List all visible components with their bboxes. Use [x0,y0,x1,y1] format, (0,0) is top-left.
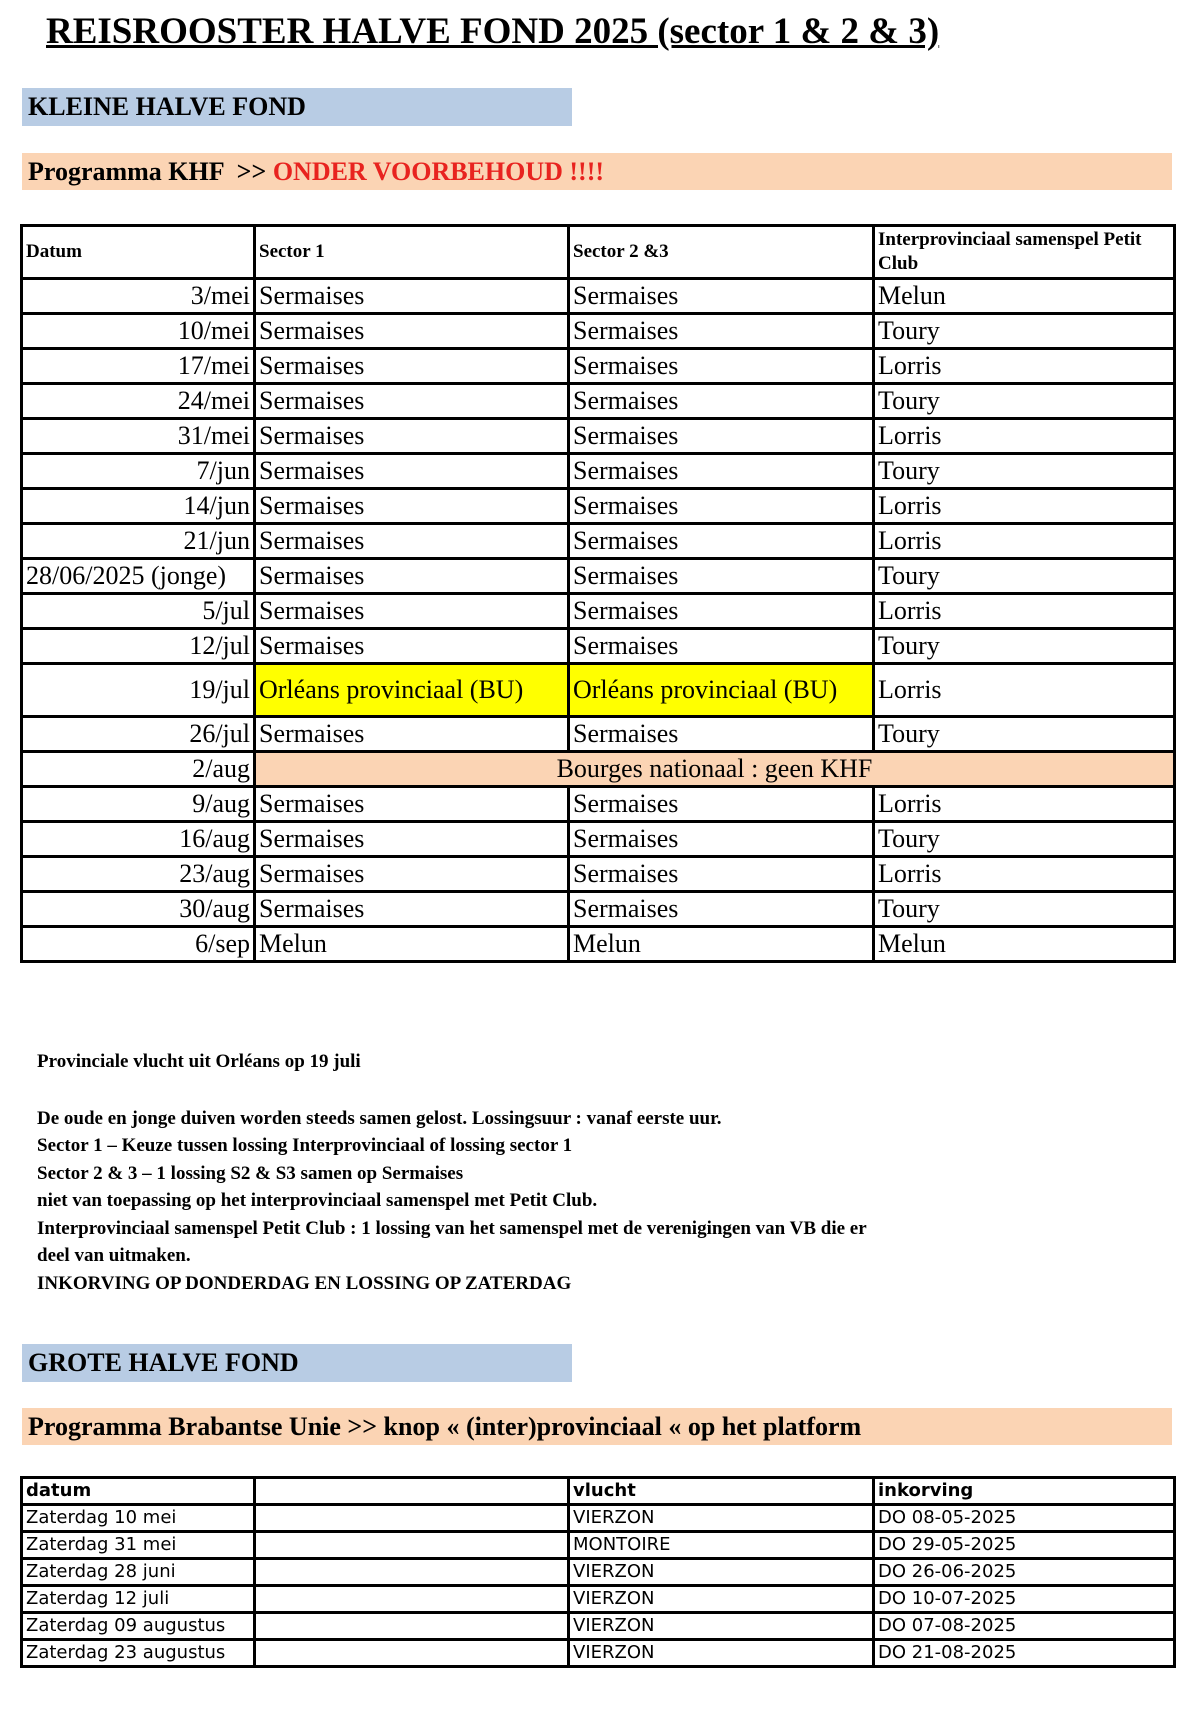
row-date: 14/jun [22,489,255,524]
khf-schedule-table [20,224,1176,963]
table-row [22,1505,1175,1532]
row-sector1: Sermaises [255,559,569,594]
row-sector23: Melun [569,927,874,962]
row-sector23: Sermaises [569,857,874,892]
row-sector1: Sermaises [255,822,569,857]
row-sector23: Sermaises [569,594,874,629]
row-interprov: Lorris [874,349,1175,384]
row-date: 23/aug [22,857,255,892]
row-interprov: Toury [874,629,1175,664]
row-interprov: Toury [874,892,1175,927]
row-date: 2/aug [22,752,255,787]
table-row [22,349,1175,384]
note-line: Sector 1 – Keuze tussen lossing Interprovinciaal of lossing sector 1 [37,1135,573,1156]
note-line: niet van toepassing op het interprovinciaal samenspel met Petit Club. [37,1190,598,1211]
row-sector23: Sermaises [569,717,874,752]
table-row [22,857,1175,892]
row-date: 19/jul [22,664,255,717]
row-sector1: Sermaises [255,524,569,559]
page-title: REISROOSTER HALVE FOND 2025 (sector 1 & 2 & 3) [46,11,940,52]
table-row [22,524,1175,559]
row-interprov: Lorris [874,489,1175,524]
row-interprov: Lorris [874,524,1175,559]
row-date: 3/mei [22,279,255,314]
row-date: 16/aug [22,822,255,857]
row-sector1: Sermaises [255,787,569,822]
table-row [22,489,1175,524]
row-interprov: Lorris [874,594,1175,629]
program-khf [22,153,1172,190]
row-sector1: Sermaises [255,314,569,349]
row-sector1: Sermaises [255,279,569,314]
table-row [22,787,1175,822]
table-row [22,1532,1175,1559]
table-row [22,594,1175,629]
row-sector23: Sermaises [569,314,874,349]
program-ghf: Programma Brabantse Unie >> knop « (inter)provinciaal « op het platform [22,1408,1172,1445]
program-khf-warning: ONDER VOORBEHOUD !!!! [272,157,605,186]
table-row [22,927,1175,962]
row-interprov: Lorris [874,419,1175,454]
note-line: Interprovinciaal samenspel Petit Club : 1 lossing van het samenspel met de verenigingen van VB die er [37,1217,867,1239]
table-row [22,384,1175,419]
table-row [22,752,1175,787]
ghf-row-inkorving: DO 26-06-2025 [874,1559,1175,1586]
row-sector23: Sermaises [569,349,874,384]
row-interprov: Lorris [874,857,1175,892]
ghf-row-inkorving: DO 29-05-2025 [874,1532,1175,1559]
row-sector1: Orléans provinciaal (BU) [255,664,569,717]
row-sector1: Sermaises [255,857,569,892]
row-interprov: Toury [874,314,1175,349]
table-row [22,419,1175,454]
table-row [22,1586,1175,1613]
ghf-row-inkorving: DO 08-05-2025 [874,1505,1175,1532]
row-sector1: Sermaises [255,629,569,664]
row-sector1: Sermaises [255,349,569,384]
ghf-row-blank [255,1586,569,1613]
ghf-row-vlucht: VIERZON [569,1640,874,1667]
row-date: 30/aug [22,892,255,927]
row-date: 26/jul [22,717,255,752]
row-interprov: Toury [874,822,1175,857]
ghf-row-datum: Zaterdag 31 mei [22,1532,255,1559]
row-sector23: Sermaises [569,892,874,927]
ghf-row-vlucht: VIERZON [569,1505,874,1532]
row-date: 5/jul [22,594,255,629]
row-sector23: Sermaises [569,279,874,314]
table-row [22,314,1175,349]
row-sector1: Sermaises [255,419,569,454]
row-sector23: Sermaises [569,384,874,419]
note-line: Sector 2 & 3 – 1 lossing S2 & S3 samen op Sermaises [37,1162,464,1184]
note-line: De oude en jonge duiven worden steeds samen gelost. Lossingsuur : vanaf eerste uur. [37,1107,722,1129]
row-interprov: Toury [874,454,1175,489]
row-sector1: Melun [255,927,569,962]
note-provincial: Provinciale vlucht uit Orléans op 19 juli [37,1051,361,1072]
table-row [22,1613,1175,1640]
ghf-header-blank [255,1478,569,1505]
header-interprov: Interprovinciaal samenspel Petit Club [874,226,1175,279]
row-interprov: Lorris [874,664,1175,717]
row-sector23: Sermaises [569,787,874,822]
table-row [22,1640,1175,1667]
ghf-row-vlucht: VIERZON [569,1559,874,1586]
table-row [22,892,1175,927]
ghf-row-datum: Zaterdag 10 mei [22,1505,255,1532]
table-row [22,629,1175,664]
row-sector23: Sermaises [569,419,874,454]
row-date: 31/mei [22,419,255,454]
ghf-row-vlucht: VIERZON [569,1613,874,1640]
row-date: 21/jun [22,524,255,559]
khf-notes [37,1048,1137,1297]
row-sector1: Sermaises [255,892,569,927]
row-interprov: Toury [874,717,1175,752]
ghf-row-vlucht: VIERZON [569,1586,874,1613]
row-merged-note: Bourges nationaal : geen KHF [255,752,1175,787]
row-date: 7/jun [22,454,255,489]
table-row [22,559,1175,594]
ghf-row-blank [255,1640,569,1667]
row-sector23: Sermaises [569,629,874,664]
table-row [22,717,1175,752]
table-row [22,822,1175,857]
row-sector23: Sermaises [569,524,874,559]
note-line: INKORVING OP DONDERDAG EN LOSSING OP ZATERDAG [37,1272,572,1294]
row-sector1: Sermaises [255,454,569,489]
table-row [22,454,1175,489]
table-row [22,1559,1175,1586]
row-date: 28/06/2025 (jonge) [22,559,255,594]
ghf-schedule-table [20,1476,1176,1668]
note-line: deel van uitmaken. [37,1245,191,1266]
row-interprov: Toury [874,559,1175,594]
ghf-row-datum: Zaterdag 23 augustus [22,1640,255,1667]
ghf-row-vlucht: MONTOIRE [569,1532,874,1559]
row-interprov: Toury [874,384,1175,419]
ghf-row-blank [255,1505,569,1532]
section-ghf: GROTE HALVE FOND [22,1344,572,1382]
row-interprov: Melun [874,279,1175,314]
table-row [22,279,1175,314]
header-datum: Datum [22,226,255,279]
row-date: 12/jul [22,629,255,664]
row-sector1: Sermaises [255,717,569,752]
row-date: 6/sep [22,927,255,962]
row-sector1: Sermaises [255,594,569,629]
ghf-row-blank [255,1613,569,1640]
row-sector1: Sermaises [255,384,569,419]
row-date: 24/mei [22,384,255,419]
ghf-row-inkorving: DO 10-07-2025 [874,1586,1175,1613]
header-sector23: Sector 2 &3 [569,226,874,279]
ghf-row-inkorving: DO 21-08-2025 [874,1640,1175,1667]
ghf-row-blank [255,1532,569,1559]
program-khf-prefix: Programma KHF >> [28,157,273,186]
ghf-row-datum: Zaterdag 28 juni [22,1559,255,1586]
row-date: 9/aug [22,787,255,822]
row-sector23: Sermaises [569,454,874,489]
row-sector23: Sermaises [569,559,874,594]
ghf-row-blank [255,1559,569,1586]
ghf-row-datum: Zaterdag 12 juli [22,1586,255,1613]
header-sector1: Sector 1 [255,226,569,279]
ghf-header-vlucht: vlucht [569,1478,874,1505]
row-sector23: Sermaises [569,489,874,524]
row-date: 17/mei [22,349,255,384]
row-sector23: Orléans provinciaal (BU) [569,664,874,717]
ghf-header-datum: datum [22,1478,255,1505]
ghf-row-datum: Zaterdag 09 augustus [22,1613,255,1640]
row-interprov: Melun [874,927,1175,962]
row-date: 10/mei [22,314,255,349]
ghf-row-inkorving: DO 07-08-2025 [874,1613,1175,1640]
section-khf: KLEINE HALVE FOND [22,88,572,126]
row-interprov: Lorris [874,787,1175,822]
row-sector1: Sermaises [255,489,569,524]
ghf-header-inkorving: inkorving [874,1478,1175,1505]
table-row [22,664,1175,717]
row-sector23: Sermaises [569,822,874,857]
